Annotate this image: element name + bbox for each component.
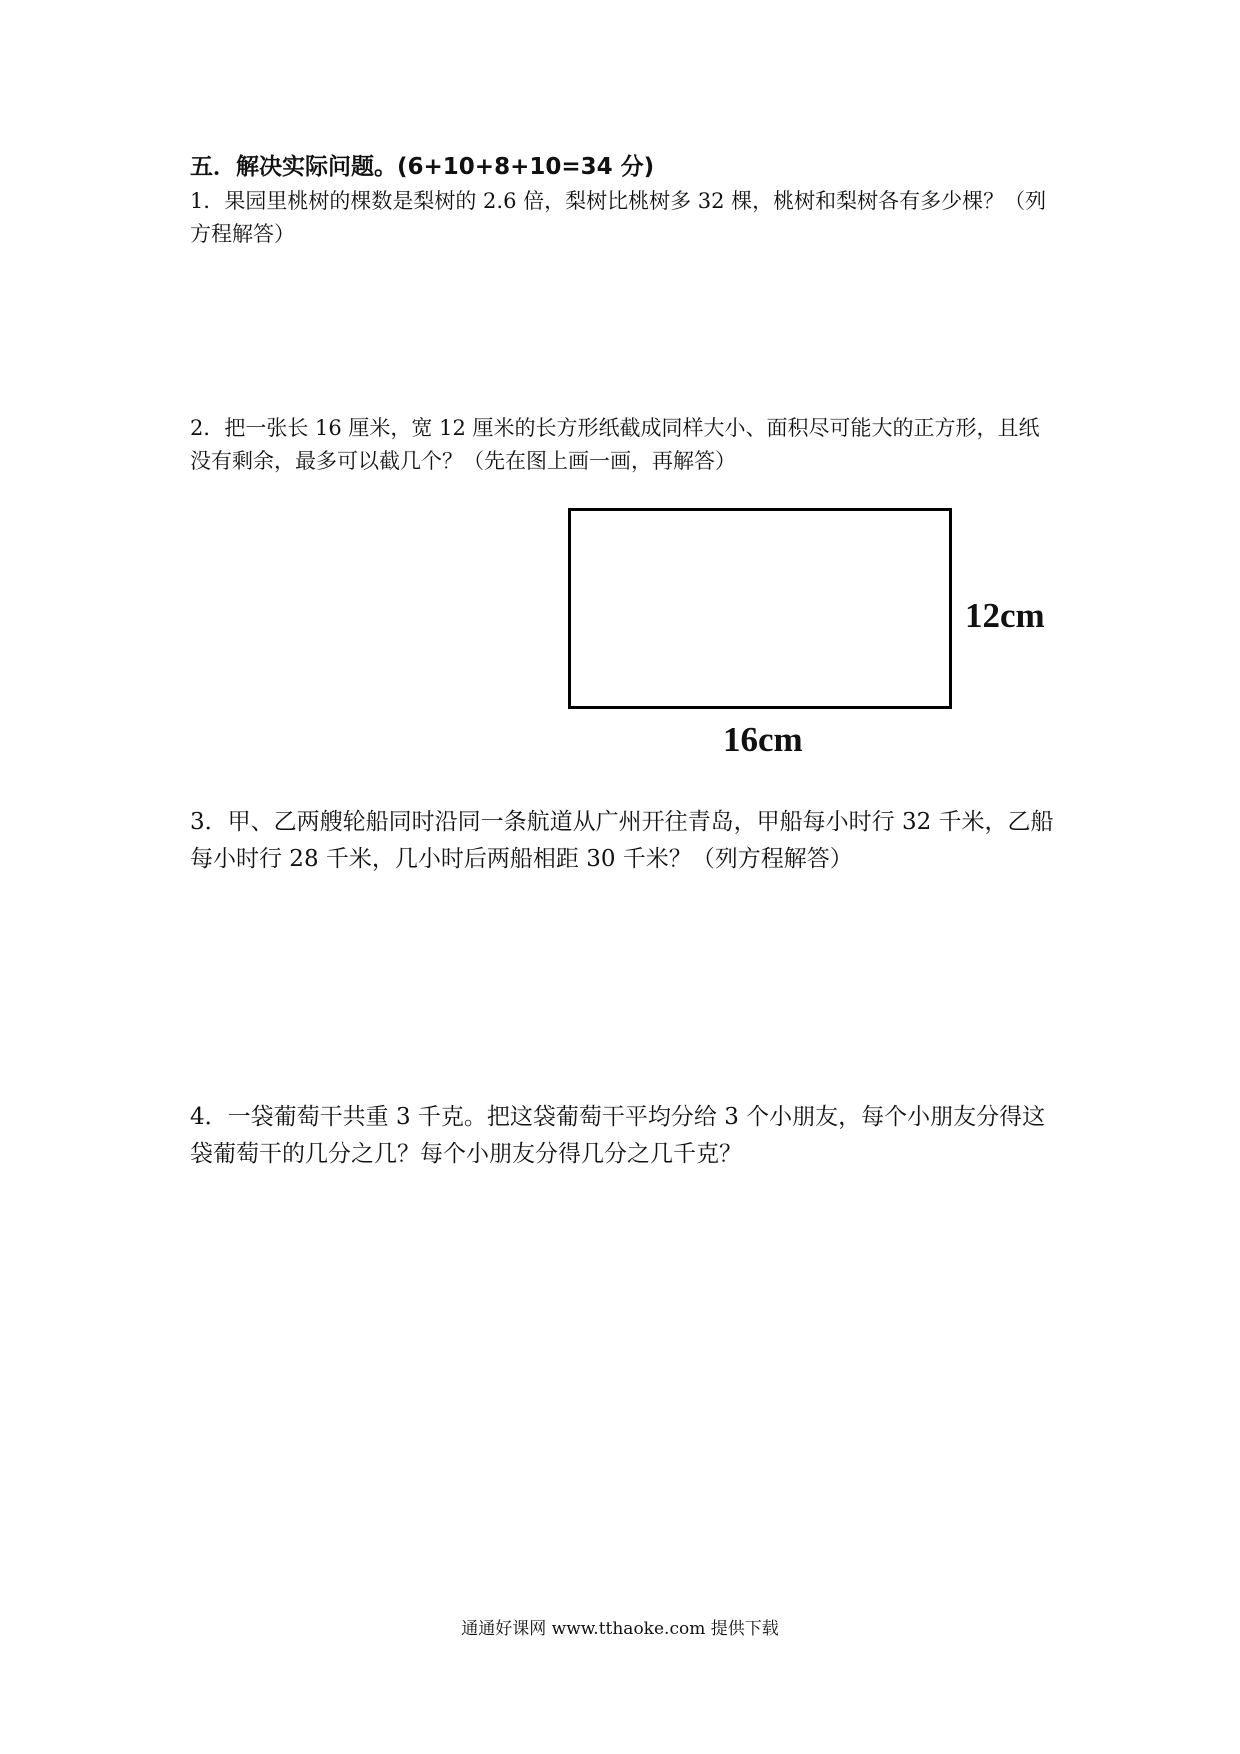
rectangle-diagram <box>568 508 952 709</box>
rectangle-width-label: 16cm <box>723 720 803 759</box>
question-4: 4．一袋葡萄干共重 3 千克。把这袋葡萄干平均分给 3 个小朋友，每个小朋友分得这袋葡萄干的几分之几？每个小朋友分得几分之几千克？ <box>190 1104 1046 1167</box>
rectangle-height-label: 12cm <box>965 596 1045 635</box>
footer-credit: 通通好课网 www.tthaoke.com 提供下载 <box>461 1619 779 1639</box>
question-2: 2．把一张长 16 厘米，宽 12 厘米的长方形纸截成同样大小、面积尽可能大的正方形，且纸没有剩余，最多可以截几个？（先在图上画一画，再解答） <box>190 416 1040 473</box>
question-3: 3．甲、乙两艘轮船同时沿同一条航道从广州开往青岛，甲船每小时行 32 千米，乙船每小时行 28 千米，几小时后两船相距 30 千米？（列方程解答） <box>190 809 1054 872</box>
question-1: 1．果园里桃树的棵数是梨树的 2.6 倍，梨树比桃树多 32 棵，桃树和梨树各有多少棵？（列方程解答） <box>190 189 1047 246</box>
section-title: 五．解决实际问题。(6+10+8+10=34 分) <box>190 154 655 180</box>
